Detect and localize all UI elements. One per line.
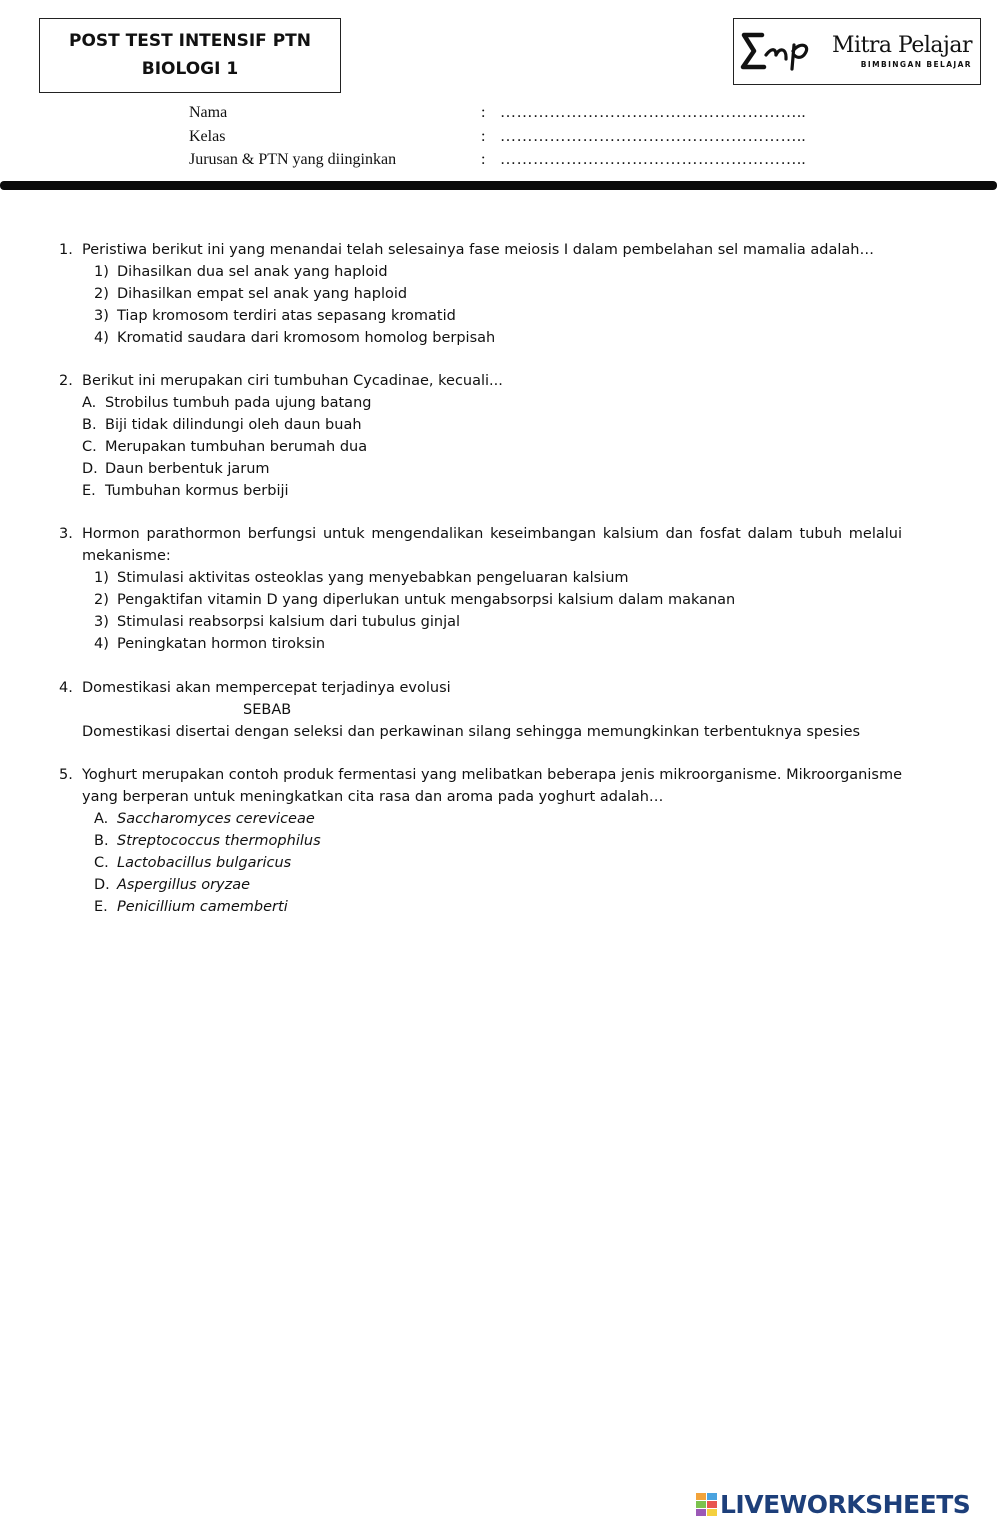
emp-logo-icon (740, 29, 836, 75)
option-list (59, 392, 902, 502)
option-marker: D. (94, 877, 110, 893)
question-number: 3. (59, 526, 73, 542)
question-stem: Peristiwa berikut ini yang menandai telah selesainya fase meiosis I dalam pembelahan sel mamalia adalah… (82, 242, 874, 258)
question-3 (59, 523, 902, 655)
worksheet-title-box (39, 18, 341, 93)
question-number: 5. (59, 767, 73, 783)
option-marker: E. (94, 899, 108, 915)
option-marker: B. (82, 417, 97, 433)
question-1 (59, 239, 902, 349)
option-item[interactable] (59, 808, 902, 830)
option-marker: D. (82, 461, 98, 477)
option-text: Lactobacillus bulgaricus (117, 855, 292, 871)
option-text: Tumbuhan kormus berbiji (105, 483, 289, 499)
option-item[interactable] (59, 830, 902, 852)
header-divider (0, 181, 997, 190)
option-item[interactable] (59, 436, 902, 458)
option-item[interactable] (59, 896, 902, 918)
option-item[interactable] (59, 589, 902, 611)
option-marker: 3) (94, 614, 109, 630)
option-marker: 4) (94, 636, 109, 652)
option-item[interactable] (59, 392, 902, 414)
option-item[interactable] (59, 414, 902, 436)
identity-colon: : (481, 151, 486, 168)
option-marker: C. (82, 439, 97, 455)
option-text: Aspergillus oryzae (117, 877, 251, 893)
option-item[interactable] (59, 633, 902, 655)
option-text: Dihasilkan dua sel anak yang haploid (117, 264, 388, 280)
option-marker: 2) (94, 286, 109, 302)
option-marker: E. (82, 483, 96, 499)
identity-label: Kelas (189, 128, 226, 145)
option-marker: 1) (94, 264, 109, 280)
option-marker: B. (94, 833, 109, 849)
option-item[interactable] (59, 327, 902, 349)
identity-row-class (189, 128, 889, 152)
brand-logo (733, 18, 981, 85)
question-number: 4. (59, 680, 73, 696)
option-marker: A. (94, 811, 109, 827)
option-item[interactable] (59, 283, 902, 305)
question-stem: Berikut ini merupakan ciri tumbuhan Cycadinae, kecuali... (82, 373, 503, 389)
worksheet-title: POST TEST INTENSIF PTN (68, 31, 311, 51)
option-text: Merupakan tumbuhan berumah dua (105, 439, 368, 455)
option-text: Stimulasi aktivitas osteoklas yang menyebabkan pengeluaran kalsium (117, 570, 629, 586)
brand-tagline: BIMBINGAN BELAJAR (860, 60, 972, 69)
liveworksheets-blocks-icon (696, 1493, 718, 1517)
question-stem: Hormon parathormon berfungsi untuk mengendalikan keseimbangan kalsium dan fosfat dalam tubuh melalui mekanisme: (82, 526, 902, 564)
identity-label: Jurusan & PTN yang diinginkan (189, 151, 397, 168)
identity-colon: : (481, 104, 486, 121)
option-item[interactable] (59, 611, 902, 633)
identity-label: Nama (189, 104, 228, 121)
option-text: Saccharomyces cereviceae (117, 811, 315, 827)
option-text: Kromatid saudara dari kromosom homolog berpisah (117, 330, 496, 346)
question-5 (59, 764, 902, 918)
question-reason: Domestikasi disertai dengan seleksi dan perkawinan silang sehingga memungkinkan terbentuknya spesies (82, 724, 861, 740)
option-marker: 4) (94, 330, 109, 346)
option-item[interactable] (59, 480, 902, 502)
option-item[interactable] (59, 567, 902, 589)
question-connector: SEBAB (243, 702, 292, 718)
question-4 (59, 677, 902, 743)
option-item[interactable] (59, 852, 902, 874)
option-text: Biji tidak dilindungi oleh daun buah (105, 417, 362, 433)
option-item[interactable] (59, 458, 902, 480)
worksheet-subject: BIOLOGI 1 (141, 59, 239, 79)
option-item[interactable] (59, 261, 902, 283)
option-list (59, 261, 902, 349)
liveworksheets-logo (696, 1490, 970, 1519)
identity-row-major (189, 151, 889, 175)
option-marker: A. (82, 395, 97, 411)
liveworksheets-wordmark: LIVEWORKSHEETS (720, 1490, 971, 1519)
option-text: Peningkatan hormon tiroksin (117, 636, 326, 652)
option-text: Strobilus tumbuh pada ujung batang (105, 395, 372, 411)
question-statement: Domestikasi akan mempercepat terjadinya evolusi (82, 680, 451, 696)
option-item[interactable] (59, 305, 902, 327)
option-text: Tiap kromosom terdiri atas sepasang kromatid (117, 308, 456, 324)
option-marker: 2) (94, 592, 109, 608)
question-number: 1. (59, 242, 73, 258)
major-fill-blank[interactable]: ……………………………………………….. (500, 151, 806, 168)
option-marker: 1) (94, 570, 109, 586)
question-2 (59, 370, 902, 502)
class-fill-blank[interactable]: ……………………………………………….. (500, 128, 806, 145)
option-list (59, 808, 902, 918)
option-text: Penicillium camemberti (117, 899, 288, 915)
identity-row-name (189, 104, 889, 128)
option-text: Dihasilkan empat sel anak yang haploid (117, 286, 408, 302)
option-marker: C. (94, 855, 109, 871)
name-fill-blank[interactable]: ……………………………………………….. (500, 104, 806, 121)
option-text: Streptococcus thermophilus (117, 833, 321, 849)
brand-name: Mitra Pelajar (832, 33, 972, 58)
option-text: Stimulasi reabsorpsi kalsium dari tubulus ginjal (117, 614, 461, 630)
identity-colon: : (481, 128, 486, 145)
option-marker: 3) (94, 308, 109, 324)
question-stem: Yoghurt merupakan contoh produk fermentasi yang melibatkan beberapa jenis mikroorganisme. Mikroorganisme yang berperan untuk meningkatkan cita rasa dan aroma pada yoghurt adalah… (82, 767, 903, 805)
option-item[interactable] (59, 874, 902, 896)
option-list (59, 567, 902, 655)
question-number: 2. (59, 373, 73, 389)
option-text: Pengaktifan vitamin D yang diperlukan untuk mengabsorpsi kalsium dalam makanan (117, 592, 736, 608)
option-text: Daun berbentuk jarum (105, 461, 270, 477)
